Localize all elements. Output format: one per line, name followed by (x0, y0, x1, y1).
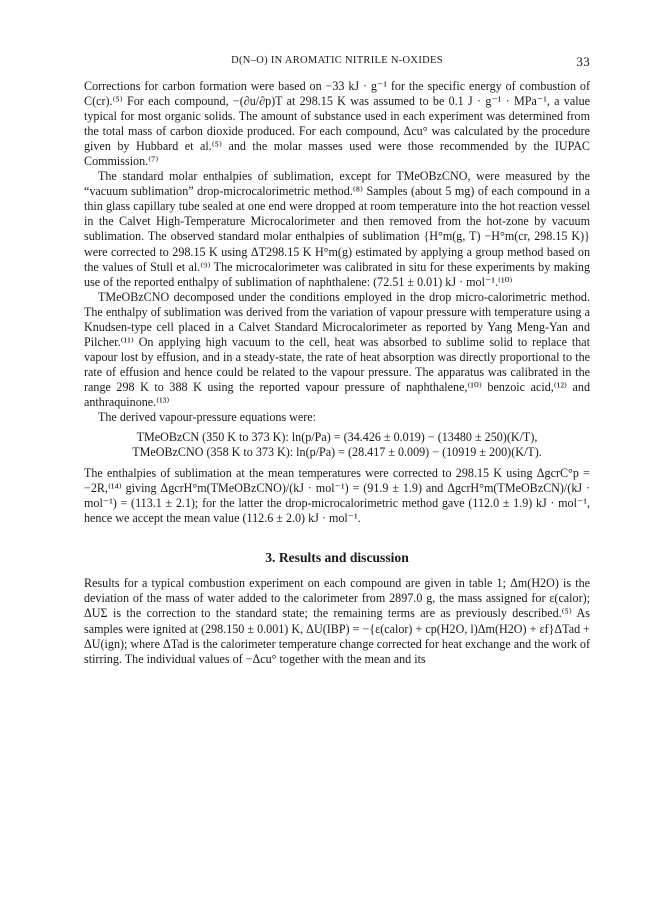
paragraph-knudsen-cell: TMeOBzCNO decomposed under the conditions employed in the drop micro-calorimetric method. The enthalpy of sublimation was derived from the variation of vapour pressure with temperature using a Knudsen-type cell placed in a Calvet Standard Microcalorimeter as reported by Yang Meng-Yan and Pilcher.⁽¹¹⁾ On applying high vacuum to the cell, heat was absorbed to sublime solid to replace that vapour lost by effusion, and in a steady-state, the rate of heat absorption was directly proportional to the rate of effusion and hence could be related to the vapour pressure. The apparatus was calibrated in the range 298 K to 388 K using the reported vapour pressure of naphthalene,⁽¹⁰⁾ benzoic acid,⁽¹²⁾ and anthraquinone.⁽¹³⁾ (84, 289, 590, 409)
paragraph-sublimation-enthalpies: The enthalpies of sublimation at the mean temperatures were corrected to 298.15 K using ΔgcrC°p = −2R,⁽¹⁴⁾ giving ΔgcrH°m(TMeOBzCNO)/(kJ · mol⁻¹) = (91.9 ± 1.9) and ΔgcrH°m(TMeOBzCN)/(kJ · mol⁻¹) = (113.1 ± 2.1); for the latter the drop-microcalorimetric method gave (112.0 ± 1.9) kJ · mol⁻¹, hence we accept the mean value (112.6 ± 2.0) kJ · mol⁻¹. (84, 466, 590, 526)
equation-tmeobzcno: TMeOBzCNO (358 K to 373 K): ln(p/Pa) = (28.417 ± 0.009) − (10919 ± 200)(K/T). (132, 445, 542, 460)
page-number: 33 (576, 54, 590, 69)
running-header (84, 55, 590, 73)
paragraph-carbon-correction: Corrections for carbon formation were based on −33 kJ · g⁻¹ for the specific energy of combustion of C(cr).⁽⁵⁾ For each compound, −(∂u/∂p)T at 298.15 K was assumed to be 0.1 J · g⁻¹ · MPa⁻¹, a value typical for most organic solids. The amount of substance used in each experiment was determined from the total mass of carbon dioxide produced. For each compound, Δcu° was calculated by the procedure given by Hubbard et al.⁽⁵⁾ and the molar masses used were those recommended by the IUPAC Commission.⁽⁷⁾ (84, 79, 590, 169)
paragraph-vapour-pressure-intro: The derived vapour-pressure equations were: (98, 410, 317, 425)
section-heading: 3. Results and discussion (265, 550, 409, 566)
page (84, 55, 590, 667)
paragraph-sublimation-method: The standard molar enthalpies of sublimation, except for TMeOBzCNO, were measured by the “vacuum sublimation” drop-microcalorimetric method.⁽⁸⁾ Samples (about 5 mg) of each compound in a thin glass capillary tube sealed at one end were dropped at room temperature into the hot reaction vessel in the Calvet High-Temperature Microcalorimeter and then removed from the hot-zone by vacuum sublimation. The observed standard molar enthalpies of sublimation {H°m(g, T) −H°m(cr, 298.15 K)} were corrected to 298.15 K using ΔT298.15 K H°m(g) estimated by applying a group method based on the values of Stull et al.⁽⁹⁾ The microcalorimeter was calibrated in situ for these experiments by making use of the reported enthalpy of sublimation of naphthalene: (72.51 ± 0.01) kJ · mol⁻¹.⁽¹⁰⁾ (84, 169, 590, 289)
paragraph-results: Results for a typical combustion experiment on each compound are given in table 1; Δm(H2O) is the deviation of the mass of water added to the calorimeter from 2897.0 g, the mass assigned for ε(calor); ΔUΣ is the correction to the standard state; the remaining terms are as previously described.⁽⁵⁾ As samples were ignited at (298.150 ± 0.001) K, ΔU(IBP) = −{ε(calor) + cp(H2O, l)Δm(H2O) + εf}ΔTad + ΔU(ign); where ΔTad is the calorimeter temperature change corrected for heat exchange and the work of stirring. The individual values of −Δcu° together with the mean and its (84, 576, 590, 666)
equation-tmeobzcn: TMeOBzCN (350 K to 373 K): ln(p/Pa) = (34.426 ± 0.019) − (13480 ± 250)(K/T), (136, 430, 538, 445)
running-title: D(N–O) IN AROMATIC NITRILE N-OXIDES (231, 55, 443, 66)
